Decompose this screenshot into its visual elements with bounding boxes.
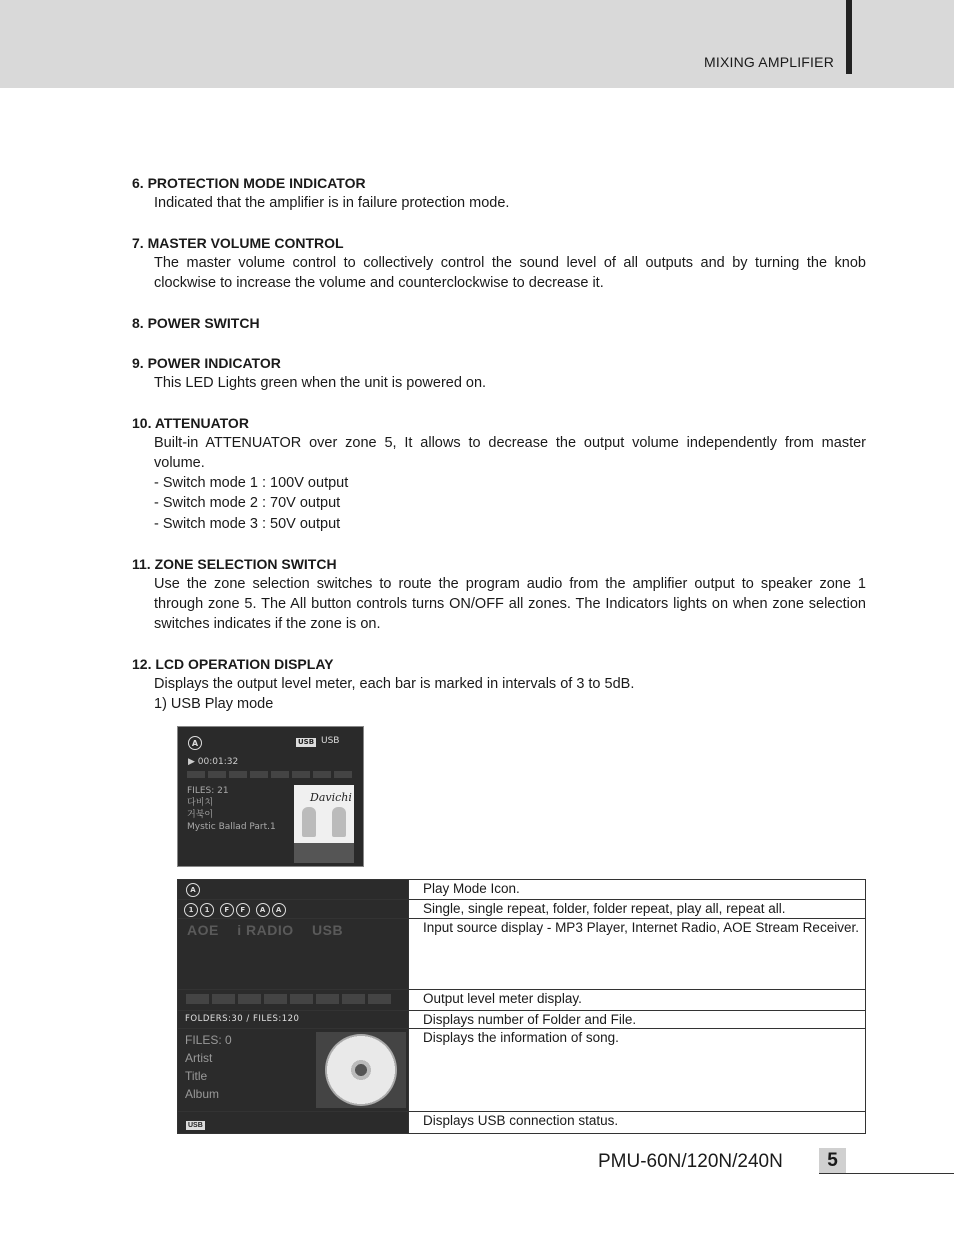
play-all-icon: A <box>256 903 270 917</box>
footer-rule <box>819 1173 954 1174</box>
section-lcd-display <box>132 654 866 714</box>
row-description: Input source display - MP3 Player, Internet Radio, AOE Stream Receiver. <box>409 918 866 989</box>
section-power-switch <box>132 313 866 333</box>
source-aoe: AOE <box>187 921 219 938</box>
repeat-all-icon: A <box>272 903 286 917</box>
section-protection-mode <box>132 173 866 213</box>
header-title: MIXING AMPLIFIER <box>704 54 834 70</box>
model-name: PMU-60N/120N/240N <box>598 1151 783 1172</box>
list-item: - Switch mode 3 : 50V output <box>154 515 341 532</box>
usb-status-icon: USB <box>188 1121 203 1129</box>
list-item: 1) USB Play mode <box>154 695 274 712</box>
album-art-figure <box>302 807 316 837</box>
folder-repeat-icon: F <box>236 903 250 917</box>
section-body: Indicated that the amplifier is in failure protection mode. <box>154 195 510 211</box>
output-level-meter <box>178 990 408 1008</box>
header-band <box>0 0 954 88</box>
table-row <box>178 900 866 918</box>
table-row <box>178 880 866 900</box>
table-row <box>178 918 866 989</box>
single-icon: 1 <box>184 903 198 917</box>
song-info <box>187 785 276 833</box>
section-attenuator <box>132 413 866 534</box>
header-divider <box>846 0 852 74</box>
info-line: FILES: 21 <box>187 786 229 796</box>
section-zone-selection <box>132 554 866 634</box>
input-source-label: USB <box>321 736 340 746</box>
play-mode-icon: A <box>188 736 202 750</box>
section-heading: 10. ATTENUATOR <box>132 415 249 431</box>
section-heading: 11. ZONE SELECTION SWITCH <box>132 555 337 572</box>
row-description: Play Mode Icon. <box>409 880 866 900</box>
play-mode-icon: A <box>186 883 200 897</box>
lcd-screenshot <box>177 726 364 867</box>
table-row <box>178 1028 866 1111</box>
page-number: 5 <box>819 1148 846 1173</box>
row-description: Single, single repeat, folder, folder repeat, play all, repeat all. <box>409 900 866 918</box>
section-body: This LED Lights green when the unit is powered on. <box>154 375 487 391</box>
playback-time: ▶ 00:01:32 <box>188 757 239 767</box>
album-art-logo: Davichi <box>310 791 352 804</box>
section-body: The master volume control to collectively control the sound level of all outputs and by turning the knob clockwise to increase the volume and counterclockwise to decrease it. <box>154 255 866 291</box>
info-line: Artist <box>185 1050 213 1065</box>
cd-artwork <box>316 1032 406 1108</box>
table-row <box>178 1010 866 1028</box>
section-heading: 7. MASTER VOLUME CONTROL <box>132 235 344 251</box>
list-item: - Switch mode 2 : 70V output <box>154 495 341 512</box>
lcd-legend-table <box>177 879 866 1134</box>
info-line: 다비치 <box>187 798 214 808</box>
info-line: Mystic Ballad Part.1 <box>187 822 276 832</box>
section-heading: 9. POWER INDICATOR <box>132 355 281 371</box>
info-line: FILES: 0 <box>185 1032 232 1047</box>
section-heading: 12. LCD OPERATION DISPLAY <box>132 655 334 672</box>
section-body: Displays the output level meter, each bar is marked in intervals of 3 to 5dB. <box>154 675 635 692</box>
section-body: Built-in ATTENUATOR over zone 5, It allows to decrease the output volume independently from master volume. <box>154 435 866 471</box>
table-row <box>178 989 866 1010</box>
row-description: Displays number of Folder and File. <box>409 1010 866 1028</box>
info-line: Title <box>185 1068 208 1083</box>
album-art-figure <box>332 807 346 837</box>
row-description: Displays USB connection status. <box>409 1111 866 1133</box>
output-level-meter <box>187 771 352 778</box>
table-row <box>178 1111 866 1133</box>
section-heading: 6. PROTECTION MODE INDICATOR <box>132 175 366 191</box>
row-description: Output level meter display. <box>409 989 866 1010</box>
section-power-indicator <box>132 353 866 393</box>
single-repeat-icon: 1 <box>200 903 214 917</box>
list-item: - Switch mode 1 : 100V output <box>154 475 349 491</box>
folder-file-count: FOLDERS:30 / FILES:120 <box>185 1013 300 1024</box>
info-line: 거북이 <box>187 810 214 820</box>
info-line: Album <box>185 1086 220 1101</box>
manual-content <box>132 173 866 734</box>
folder-icon: F <box>220 903 234 917</box>
album-art <box>294 785 354 863</box>
cd-icon <box>325 1034 397 1106</box>
section-master-volume <box>132 233 866 293</box>
source-usb: USB <box>312 921 344 938</box>
album-art-strip <box>294 843 354 863</box>
source-iradio: i RADIO <box>237 921 294 938</box>
section-body: Use the zone selection switches to route the program audio from the amplifier output to speaker zone 1 through zone 5. The All button controls turns ON/OFF all zones. The Indicators lights on when zone selection switches indicates if the zone is on. <box>154 575 866 632</box>
row-description: Displays the information of song. <box>409 1028 866 1111</box>
section-heading: 8. POWER SWITCH <box>132 315 260 331</box>
input-source-display <box>178 919 408 941</box>
usb-status-icon: USB <box>298 738 315 746</box>
